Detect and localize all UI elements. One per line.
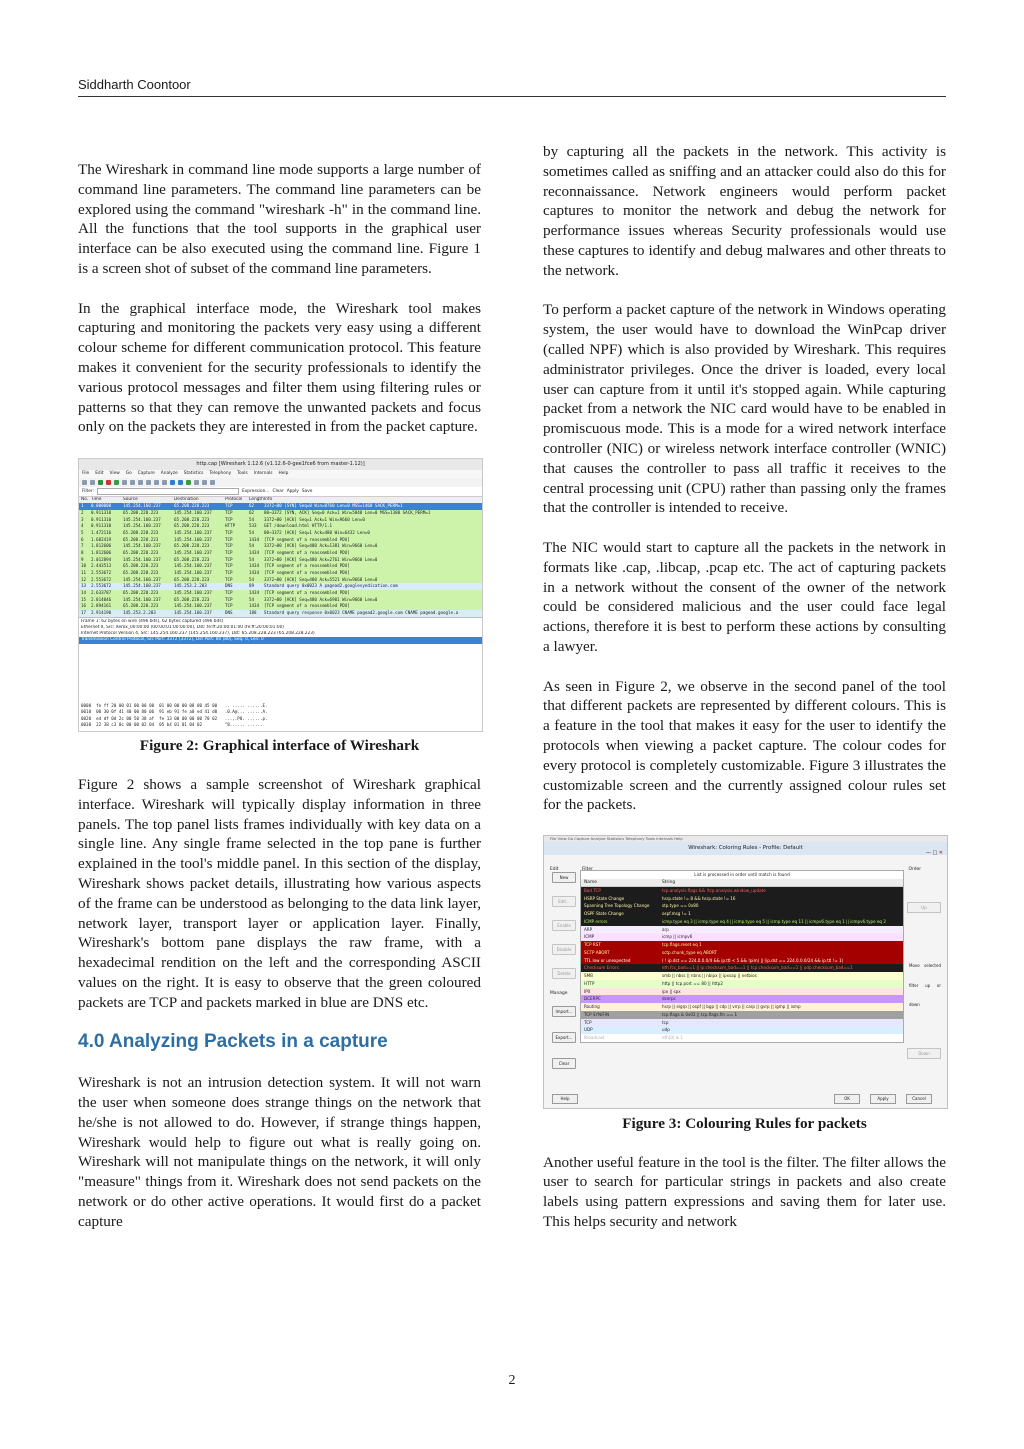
ws-detail-row: Frame 1: 62 bytes on wire (496 bits), 62 bytes captured (496 bits): [81, 618, 224, 624]
ws-packet-cell: 145.253.2.203: [174, 583, 207, 589]
cr-rule-string: eth.fcs_bad==1 || ip.checksum_bad==1 || tcp.checksum_bad==1 || udp.checksum_bad==1: [662, 965, 853, 971]
ws-packet-cell: 188: [249, 610, 257, 616]
cr-rule-row: [581, 1026, 903, 1034]
ws-packet-cell: 8: [81, 549, 84, 555]
paragraph: To perform a packet capture of the network in Windows operating system, the user would have to download the WinPcap driver (called NPF) which is also provided by Wireshark. This requires administrator privileges. Once the driver is loaded, every local user can capture from it until it's stopped again. While capturing packet from a network the NIC card would have to be enabled in promiscuous mode. This is a mode for a wired network interface controller (NIC) or wireless network interface controller (WNIC) that causes the controller to pass all traffic it receives to the central processing unit (CPU) rather than passing only the frames that the controller is intended to receive.: [543, 301, 946, 517]
ws-packet-cell: 145.254.160.237: [123, 596, 161, 602]
ws-col-header: Length: [249, 497, 264, 503]
right-column: [543, 142, 946, 1252]
maximize-icon: □: [932, 849, 938, 856]
ws-filter-label: Filter:: [82, 488, 95, 494]
cr-rule-row: [581, 988, 903, 996]
ws-packet-cell: 65.208.228.223: [174, 576, 210, 582]
ws-packet-cell: [TCP segment of a reassembled PDU]: [264, 590, 350, 596]
ws-packet-cell: 6: [81, 536, 84, 542]
ws-col-header: Source: [123, 497, 138, 503]
cr-rule-name: HSRP State Change: [584, 895, 625, 901]
cr-order-note: Move selected filter up or down: [909, 962, 941, 1008]
cr-rule-row: [581, 972, 903, 980]
ws-menu-item: Go: [125, 471, 132, 477]
ws-packet-cell: 65.208.228.223: [174, 543, 210, 549]
ws-packet-cell: 145.253.2.203: [123, 610, 156, 616]
cr-table-header: [581, 879, 903, 887]
ws-menu-item: File: [82, 471, 90, 477]
cr-col-string: String: [662, 879, 676, 885]
cr-rule-row: [581, 910, 903, 918]
ws-packet-cell: 54: [249, 529, 255, 535]
ws-packet-cell: 65.208.228.223: [174, 556, 210, 562]
ws-packet-cell: 11: [81, 570, 87, 576]
ws-packet-cell: TCP: [225, 503, 233, 509]
cr-rules-table: [580, 870, 904, 1043]
cr-rule-row: [581, 895, 903, 903]
ws-menu-item: Help: [278, 471, 289, 477]
cr-rule-string: arp: [662, 926, 669, 932]
ws-packet-cell: [TCP segment of a reassembled PDU]: [264, 549, 350, 555]
cr-rule-string: dcerpc: [662, 996, 676, 1002]
ws-packet-cell: 2.894161: [91, 603, 112, 609]
cr-window-title: Wireshark: Coloring Rules - Profile: Default: [544, 842, 947, 855]
paragraph: Wireshark is not an intrusion detection system. It will not warn the user when someone does strange things on the network that he/she is not allowed to do. However, if strange things happen, Wireshark would help to figure out what is really going on. Wireshark will not manipulate things on the network, it will only "measure" things from it. Wireshark does not send packets on the network or do other active operations. It would first do a packet capture: [78, 1074, 481, 1230]
ws-packet-cell: 2.012894: [91, 556, 112, 562]
ws-col-header: Info: [264, 497, 273, 503]
cr-rule-string: stp.type == 0x80: [662, 903, 699, 909]
cr-enable-button: Enable: [552, 920, 576, 931]
ws-packet-cell: HTTP: [225, 523, 236, 529]
cr-rule-row: [581, 941, 903, 949]
start-capture-icon: [98, 480, 103, 485]
cr-import-button: Import...: [552, 1006, 576, 1017]
go-to-icon: [186, 480, 191, 485]
cr-rule-string: ipx || spx: [662, 988, 681, 994]
ws-packet-row: [79, 597, 482, 604]
cr-order-group-label: Order: [908, 866, 921, 872]
find-icon: [162, 480, 167, 485]
ws-packet-cell: 65.208.228.223: [123, 509, 159, 515]
ws-packet-cell: 65.208.228.223: [123, 536, 159, 542]
ws-packet-cell: 145.254.160.237: [174, 570, 212, 576]
cr-rule-string: sctp.chunk_type eq ABORT: [662, 949, 718, 955]
ws-hex-line: 0030 22 38 c3 0c 00 00 02 04 05 b4 01 01 04 02 "8...... ......: [81, 722, 263, 728]
ws-packet-row: [79, 543, 482, 550]
ws-packet-cell: 62: [249, 503, 255, 509]
ws-packet-cell: 2.553672: [91, 570, 112, 576]
ws-packet-cell: TCP: [225, 596, 233, 602]
ws-packet-cell: 2.443513: [91, 563, 112, 569]
ws-packet-cell: GET /download.html HTTP/1.1: [264, 523, 333, 529]
resize-columns-icon: [210, 480, 215, 485]
ws-packet-cell: 12: [81, 576, 87, 582]
ws-packet-cell: 145.254.160.237: [174, 509, 212, 515]
cr-rule-row: [581, 902, 903, 910]
cr-rule-name: Spanning Tree Topology Change: [584, 903, 650, 909]
cr-rule-name: TCP RST: [584, 942, 601, 948]
cr-rule-string: udp: [662, 1027, 670, 1033]
ws-packet-cell: TCP: [225, 556, 233, 562]
ws-hex-line: 0000 fe ff 20 00 01 00 00 00 01 00 00 00 08 00 45 00 .. ..... ......E.: [81, 703, 268, 709]
cr-rule-name: Checksum Errors: [584, 965, 619, 971]
ws-menu-item: Tools: [237, 471, 248, 477]
cr-rule-row: [581, 1003, 903, 1011]
cr-rule-name: TCP: [584, 1019, 592, 1025]
ws-packet-cell: TCP: [225, 590, 233, 596]
ws-packet-cell: 54: [249, 596, 255, 602]
ws-packet-cell: 3: [81, 516, 84, 522]
ws-packet-cell: 14: [81, 590, 87, 596]
ws-col-header: No.: [81, 497, 89, 503]
ws-packet-cell: 1434: [249, 603, 260, 609]
cr-rule-name: TCP SYN/FIN: [584, 1011, 610, 1017]
section-heading: 4.0 Analyzing Packets in a capture: [78, 1031, 388, 1053]
cr-table-note: List is processed in order until match is found: [581, 871, 903, 879]
cr-rule-string: icmp || icmpv6: [662, 934, 693, 940]
paragraph: Another useful feature in the tool is the filter. The filter allows the user to search for particular strings in packets and also create labels using pattern expressions and saving them for later use. This helps security and network: [543, 1153, 946, 1231]
ws-packet-cell: TCP: [225, 570, 233, 576]
ws-packet-cell: 3372→80 [ACK] Seq=1 Ack=1 Win=9660 Len=0: [264, 516, 365, 522]
ws-packet-cell: 65.208.228.223: [123, 570, 159, 576]
ws-packet-cell: 65.208.228.223: [174, 503, 210, 509]
zoom-in-icon: [194, 480, 199, 485]
ws-packet-cell: 145.254.160.237: [123, 523, 161, 529]
ws-packet-cell: [TCP segment of a reassembled PDU]: [264, 563, 350, 569]
ws-filter-bar: [79, 487, 482, 497]
cr-menu-strip: File View Go Capture Analyze Statistics Telephony Tools Internals Help: [544, 836, 947, 842]
ws-packet-cell: 2: [81, 509, 84, 515]
ws-packet-row: [79, 503, 482, 510]
ws-packet-cell: 80→3372 [ACK] Seq=1 Ack=480 Win=6432 Len=0: [264, 529, 370, 535]
ws-packet-cell: 3372→80 [ACK] Seq=480 Ack=5521 Win=9660 Len=0: [264, 576, 378, 582]
ws-packet-cell: 65.208.228.223: [174, 516, 210, 522]
figure-3-caption: Figure 3: Colouring Rules for packets: [622, 1114, 867, 1132]
ws-packet-cell: Standard query response 0x0023 CNAME pagead2.google.com CNAME pagead.google.a: [264, 610, 459, 616]
cr-apply-button: Apply: [870, 1094, 896, 1104]
ws-packet-list: [79, 503, 482, 617]
author-name: Siddharth Coontoor: [78, 77, 191, 92]
ws-packet-row: [79, 537, 482, 544]
ws-packet-cell: 62: [249, 509, 255, 515]
cr-rule-name: ARP: [584, 926, 593, 932]
ws-packet-cell: 54: [249, 543, 255, 549]
ws-packet-cell: 65.208.228.223: [123, 590, 159, 596]
ws-packet-cell: 17: [81, 610, 87, 616]
ws-packet-cell: 2.914190: [91, 610, 112, 616]
ws-packet-cell: TCP: [225, 509, 233, 515]
ws-col-header: Time: [91, 497, 102, 503]
ws-packet-row: [79, 550, 482, 557]
ws-packet-cell: 0.911310: [91, 509, 112, 515]
cr-rule-row: [581, 980, 903, 988]
ws-packet-cell: 1434: [249, 590, 260, 596]
ws-packet-cell: TCP: [225, 549, 233, 555]
ws-detail-row: Internet Protocol Version 4, Src: 145.254.160.237 (145.254.160.237), Dst: 65.208.228.223 (65.208.228.223): [81, 631, 315, 637]
cr-rule-row: [581, 1019, 903, 1027]
cr-rule-name: IPX: [584, 988, 591, 994]
cr-rule-name: TTL low or unexpected: [584, 957, 631, 963]
page-number: 2: [508, 1373, 516, 1388]
minimize-icon: —: [925, 849, 931, 856]
ws-packet-cell: 9: [81, 556, 84, 562]
cr-ok-button: OK: [834, 1094, 860, 1104]
close-file-icon: [138, 480, 143, 485]
cr-rule-row: [581, 964, 903, 972]
cr-manage-group-label: Manage: [550, 990, 568, 996]
cr-rule-name: Bad TCP: [584, 887, 601, 893]
cr-rule-string: icmp.type eq 3 || icmp.type eq 4 || icmp.type eq 5 || icmp.type eq 11 || icmpv6.type eq 1 || icmpv6.type eq 2: [662, 918, 886, 924]
cr-rule-name: SMB: [584, 973, 593, 979]
ws-menu-item: Statistics: [183, 471, 204, 477]
zoom-out-icon: [202, 480, 207, 485]
ws-hex-line: 0010 00 30 0f 41 40 00 80 06 91 eb 91 fe a0 ed 41 d0 .0.A@... ......A.: [81, 709, 268, 715]
cr-rule-name: ICMP: [584, 934, 595, 940]
ws-packet-row: [79, 530, 482, 537]
ws-packet-cell: 1.472116: [91, 529, 112, 535]
ws-packet-cell: 2.633787: [91, 590, 112, 596]
ws-filter-action: Clear: [272, 488, 284, 494]
cr-edit-group-label: Edit: [550, 866, 559, 872]
paragraph: In the graphical interface mode, the Wireshark tool makes capturing and monitoring the packets very easy using a different colour scheme for different communication protocol. This feature makes it convenient for the security professionals to identify the various protocol messages and filter them using filtering rules or patterns so that they can remove the unwanted packets and focus only on the packets they are interested in from the packet capture.: [78, 299, 481, 436]
ws-packet-cell: [TCP segment of a reassembled PDU]: [264, 570, 350, 576]
ws-packet-cell: 145.254.160.237: [174, 563, 212, 569]
cr-rule-name: Routing: [584, 1004, 600, 1010]
ws-col-header: Destination: [174, 497, 199, 503]
ws-filter-action: Save: [301, 488, 313, 494]
cr-rule-row: [581, 995, 903, 1003]
ws-packet-cell: TCP: [225, 603, 233, 609]
cr-rule-row: [581, 926, 903, 934]
cr-rule-string: hsrp.state != 8 && hsrp.state != 16: [662, 895, 736, 901]
ws-packet-cell: 1: [81, 503, 84, 509]
save-icon: [130, 480, 135, 485]
cr-rule-string: ( ! ip.dst == 224.0.0.0/4 && ip.ttl < 5 && !pim) || (ip.dst == 224.0.0.0/24 && ip.ttl != 1): [662, 957, 844, 963]
ws-menu-item: Internals: [253, 471, 273, 477]
ws-detail-row: Ethernet II, Src: Xerox_00:00:00 (00:00:01:00:00:00), Dst: fe:ff:20:00:01:00 (fe:ff:20:00:01:00): [81, 625, 284, 631]
cr-rule-row: [581, 957, 903, 965]
cr-rule-name: UDP: [584, 1027, 593, 1033]
ws-packet-cell: 13: [81, 583, 87, 589]
ws-packet-cell: 145.254.160.237: [123, 503, 161, 509]
ws-packet-cell: 3372→80 [SYN] Seq=0 Win=8760 Len=0 MSS=1460 SACK_PERM=1: [264, 503, 403, 509]
ws-packet-cell: TCP: [225, 543, 233, 549]
ws-packet-cell: 3372→80 [ACK] Seq=480 Ack=2761 Win=9660 Len=0: [264, 556, 378, 562]
ws-menu-item: Telephony: [209, 471, 232, 477]
cr-help-button: Help: [552, 1094, 578, 1104]
cr-edit-button: Edit...: [552, 896, 576, 907]
ws-packet-cell: 3372→80 [ACK] Seq=480 Ack=1381 Win=9660 Len=0: [264, 543, 378, 549]
ws-packet-row: [79, 563, 482, 570]
ws-packet-row: [79, 510, 482, 517]
ws-col-header: Protocol: [225, 497, 243, 503]
ws-detail-row: Transmission Control Protocol, Src Port: 3372 (3372), Dst Port: 80 (80), Seq: 0, Len: 0: [79, 637, 482, 643]
stop-capture-icon: [106, 480, 111, 485]
ws-packet-cell: 65.208.228.223: [174, 596, 210, 602]
ws-packet-cell: TCP: [225, 516, 233, 522]
paragraph: by capturing all the packets in the network. This activity is sometimes called as sniffing and an attacker could also do this for reconnaissance. Network engineers would perform packet captures to monitor the network and debug the network for performance issues whereas Security professionals would use these captures to identify and debug malwares and other threats to the network.: [543, 143, 946, 279]
cr-export-button: Export...: [552, 1032, 576, 1043]
ws-packet-cell: 3372→80 [ACK] Seq=480 Ack=6901 Win=9660 Len=0: [264, 596, 378, 602]
ws-packet-cell: TCP: [225, 529, 233, 535]
reload-icon: [146, 480, 151, 485]
ws-packet-cell: [TCP segment of a reassembled PDU]: [264, 536, 350, 542]
ws-packet-row: [79, 577, 482, 584]
running-header: [78, 77, 946, 97]
ws-packet-cell: 0.911310: [91, 516, 112, 522]
paragraph: The Wireshark in command line mode supports a large number of command line parameters. The command line parameters can be explored using the command "wireshark -h" in the command line. All the functions that the tool supports in the graphical user interface can be also executed using the command line. Figure 1 is a screen shot of subset of the command line parameters.: [78, 161, 481, 277]
ws-packet-cell: 5: [81, 529, 84, 535]
cr-rule-list: [581, 887, 903, 1042]
ws-packet-cell: 145.254.160.237: [174, 536, 212, 542]
print-icon: [154, 480, 159, 485]
cr-up-button: Up: [907, 902, 941, 913]
cr-new-button: New: [552, 872, 576, 883]
ws-menu-item: Edit: [95, 471, 104, 477]
cr-down-button: Down: [907, 1048, 941, 1059]
paragraph: As seen in Figure 2, we observe in the second panel of the tool that different packets are represented by different colours. This is a feature in the tool that makes it easy for the user to identify the protocols when viewing a packet capture. The colour codes for every protocol is completely customizable. Figure 3 illustrates the customizable screen and the currently assigned colour rules set for the packets.: [543, 677, 946, 814]
ws-packet-cell: 145.254.160.237: [123, 543, 161, 549]
cr-window-buttons: [926, 844, 943, 864]
open-file-icon: [122, 480, 127, 485]
ws-packet-cell: 54: [249, 576, 255, 582]
cr-col-name: Name: [584, 879, 597, 885]
ws-packet-cell: 145.254.160.237: [123, 516, 161, 522]
cr-rule-name: HTTP: [584, 980, 595, 986]
ws-packet-cell: TCP: [225, 563, 233, 569]
ws-packet-cell: 145.254.160.237: [174, 590, 212, 596]
ws-packet-cell: 145.254.160.237: [174, 610, 212, 616]
paragraph: The NIC would start to capture all the packets in the network in formats like .cap, .libcap, .pcap etc. The act of capturing packets in a network without the consent of the owner of the network could be considered malicious and the user could face legal actions, therefore it is best to perform these actions by consulting a lawyer.: [543, 538, 946, 655]
ws-packet-row: [79, 610, 482, 617]
ws-filter-input: [97, 488, 239, 495]
ws-packet-row: [79, 603, 482, 610]
cr-rule-name: DCERPC: [584, 996, 601, 1002]
ws-packet-cell: TCP: [225, 576, 233, 582]
ws-filter-action: Expression...: [242, 488, 270, 494]
cr-rule-string: http || tcp.port == 80 || http2: [662, 980, 723, 986]
ws-packet-cell: 54: [249, 556, 255, 562]
cr-rule-name: ICMP errors: [584, 918, 608, 924]
ws-packet-row: [79, 583, 482, 590]
cr-rule-row: [581, 1034, 903, 1042]
figure-2-caption: Figure 2: Graphical interface of Wireshark: [139, 737, 420, 755]
left-column: [78, 160, 481, 1251]
cr-rule-string: smb || nbss || nbns || nbipx || ipxsap || netbios: [662, 973, 757, 979]
ws-packet-cell: 1.812606: [91, 549, 112, 555]
ws-packet-cell: TCP: [225, 536, 233, 542]
ws-packet-cell: 4: [81, 523, 84, 529]
ws-packet-cell: 54: [249, 516, 255, 522]
ws-packet-cell: 10: [81, 563, 87, 569]
ws-packet-cell: 65.208.228.223: [123, 529, 159, 535]
ws-packet-cell: 7: [81, 543, 84, 549]
forward-icon: [178, 480, 183, 485]
cr-rule-string: eth[0] & 1: [662, 1035, 683, 1041]
back-icon: [170, 480, 175, 485]
ws-menu-item: Capture: [137, 471, 155, 477]
ws-packet-cell: 0.911310: [91, 523, 112, 529]
ws-packet-cell: 145.254.160.237: [174, 603, 212, 609]
cr-rule-row: [581, 887, 903, 895]
ws-packet-bytes: [79, 703, 482, 728]
cr-delete-button: Delete: [552, 968, 576, 979]
ws-filter-action: Apply: [286, 488, 299, 494]
cr-rule-string: tcp.analysis.flags && !tcp.analysis.window_update: [662, 887, 766, 893]
ws-packet-cell: 145.254.160.237: [123, 583, 161, 589]
ws-packet-cell: 2.553672: [91, 576, 112, 582]
close-icon: ✕: [938, 849, 943, 856]
ws-packet-cell: 145.254.160.237: [123, 556, 161, 562]
ws-packet-cell: 533: [249, 523, 257, 529]
cr-rule-name: OSPF State Change: [584, 911, 624, 917]
ws-packet-cell: 1434: [249, 563, 260, 569]
ws-packet-cell: 1.812606: [91, 543, 112, 549]
ws-menu-item: View: [109, 471, 120, 477]
ws-packet-cell: 1.682419: [91, 536, 112, 542]
ws-packet-cell: 65.208.228.223: [174, 523, 210, 529]
cr-disable-button: Disable: [552, 944, 576, 955]
ws-packet-cell: Standard query 0x0023 A pagead2.googlesyndication.com: [264, 583, 398, 589]
ws-packet-cell: 2.553672: [91, 583, 112, 589]
ws-packet-cell: 1434: [249, 536, 260, 542]
ws-packet-cell: 65.208.228.223: [123, 603, 159, 609]
cr-rule-string: ospf.msg != 1: [662, 911, 691, 917]
cr-rule-string: tcp.flags.reset eq 1: [662, 942, 702, 948]
ws-packet-row: [79, 557, 482, 564]
cr-rule-string: tcp: [662, 1019, 669, 1025]
cr-clear-button: Clear: [552, 1058, 576, 1069]
ws-packet-cell: 145.254.160.237: [174, 529, 212, 535]
ws-packet-cell: 65.208.228.223: [123, 563, 159, 569]
ws-packet-cell: 65.208.228.223: [123, 549, 159, 555]
cr-rule-row: [581, 918, 903, 926]
ws-packet-row: [79, 517, 482, 524]
ws-packet-cell: [TCP segment of a reassembled PDU]: [264, 603, 350, 609]
ws-packet-cell: 15: [81, 596, 87, 602]
ws-window-title: http.cap [Wireshark 1.12.6 (v1.12.6-0-gee1fce6 from master-1.12)]: [79, 459, 482, 470]
ws-hex-line: 0020 e4 df 0d 2c 00 50 38 af fe 13 00 00 00 00 70 02 ...,.P8. ......p.: [81, 715, 268, 721]
ws-menubar: [79, 470, 482, 478]
coloring-rules-screenshot: [543, 835, 948, 1109]
cr-rule-row: [581, 1011, 903, 1019]
cr-rule-row: [581, 933, 903, 941]
ws-packet-cell: 1434: [249, 549, 260, 555]
ws-packet-cell: 1434: [249, 570, 260, 576]
ws-packet-cell: 2.814046: [91, 596, 112, 602]
ws-packet-details: [79, 617, 482, 644]
cr-rule-name: SCTP ABORT: [584, 949, 610, 955]
ws-menu-item: Analyze: [160, 471, 178, 477]
cr-cancel-button: Cancel: [906, 1094, 932, 1104]
wireshark-screenshot: [78, 458, 483, 732]
cr-rule-string: tcp.flags & 0x02 || tcp.flags.fin == 1: [662, 1011, 738, 1017]
restart-icon: [114, 480, 119, 485]
ws-packet-cell: 145.254.160.237: [174, 549, 212, 555]
ws-packet-cell: 80→3372 [SYN, ACK] Seq=0 Ack=1 Win=5840 Len=0 MSS=1380 SACK_PERM=1: [264, 509, 431, 515]
ws-packet-cell: DNS: [225, 610, 233, 616]
ws-packet-row: [79, 570, 482, 577]
ws-packet-row: [79, 523, 482, 530]
ws-packet-cell: DNS: [225, 583, 233, 589]
ws-packet-cell: 145.254.160.237: [123, 576, 161, 582]
cr-rule-row: [581, 949, 903, 957]
ws-packet-cell: 16: [81, 603, 87, 609]
ws-packet-cell: 0.000000: [91, 503, 112, 509]
cr-rule-string: hsrp || eigrp || ospf || bgp || cdp || vrrp || carp || gvrp || igmp || ismp: [662, 1004, 801, 1010]
ws-packet-row: [79, 590, 482, 597]
paragraph: Figure 2 shows a sample screenshot of Wireshark graphical interface. Wireshark will typically display information in three panels. The top panel lists frames individually with key data on a single line. Any single frame selected in the top pane is further explained in the tool's middle panel. In this section of the display, Wireshark shows packet details, illustrating how various aspects of the frame can be understood as belonging to the data link layer, network layer, transport layer or application layer. Finally, Wireshark's bottom pane displays the raw frame, with a hexadecimal rendition on the left and the corresponding ASCII values on the right. It is easy to observe that the green coloured packets are TCP and packets marked in blue are DNS etc.: [78, 775, 481, 1011]
cr-rule-name: Broadcast: [584, 1035, 605, 1041]
ws-packet-cell: 89: [249, 583, 255, 589]
